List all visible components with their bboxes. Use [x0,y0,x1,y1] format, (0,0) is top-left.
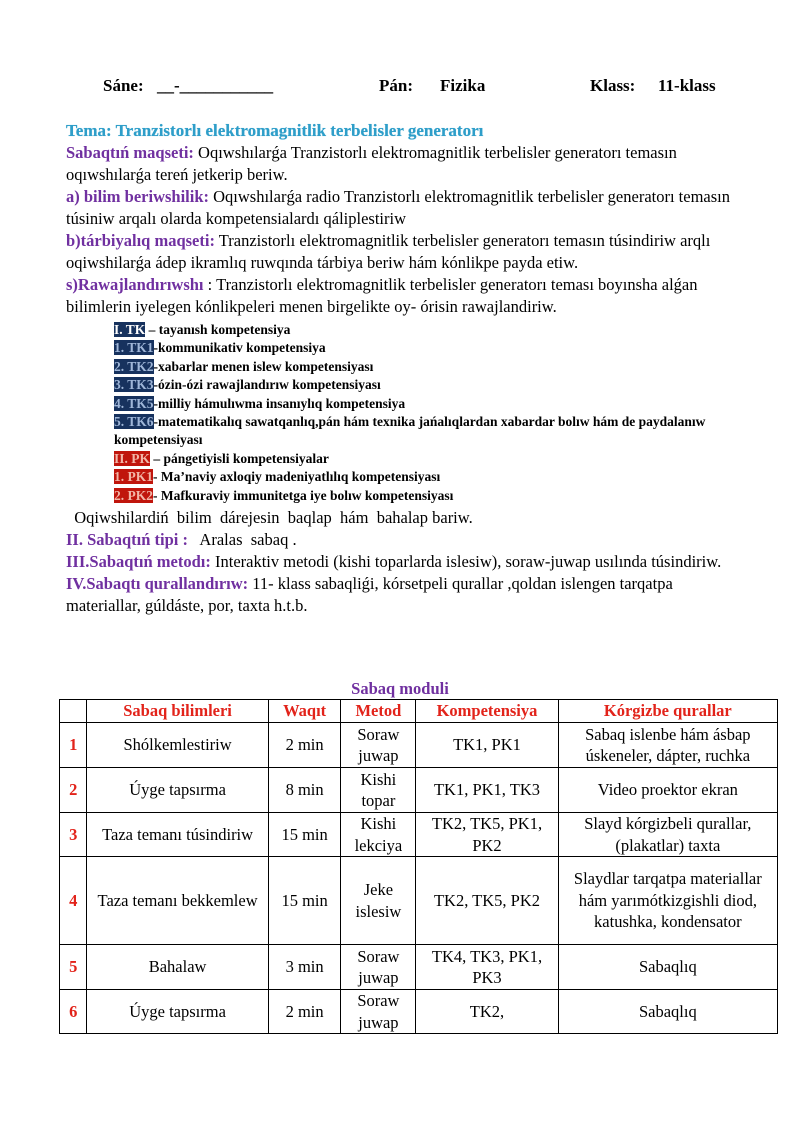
row-number: 1 [60,723,87,768]
table-cell: TK4, TK3, PK1, PK3 [416,945,558,990]
table-cell: Shólkemlestiriw [87,723,268,768]
table-cell: Sabaqlıq [558,990,777,1034]
lesson-topic: Tema: Tranzistorlı elektromagnitlik terbelisler generatorı [66,121,484,140]
competency-item [114,339,746,357]
assessment-line: Oqiwshilardiń bilim dárejesin baqlap hám bahalap bariw. [66,508,473,528]
table-cell: 15 min [268,857,341,945]
competency-pk-heading [114,450,746,468]
lesson-type-label: II. Sabaqtıń tipi : [66,530,188,550]
table-row [60,945,778,990]
date-value: __-___________ [157,76,274,95]
competency-text: – tayanısh kompetensiya [145,322,291,337]
header-cell: Kompetensiya [416,700,558,723]
table-cell: Bahalaw [87,945,268,990]
table-cell: Úyge tapsırma [87,768,268,813]
row-number: 6 [60,990,87,1034]
development-goal [66,274,746,318]
competency-code: 4. TK5 [114,395,154,411]
competency-item [114,395,746,413]
lesson-type-text: Aralas sabaq . [187,530,297,550]
lesson-type [66,529,746,551]
table-cell: TK2, TK5, PK2 [416,857,558,945]
table-cell: Sabaqlıq [558,945,777,990]
table-header-row [60,700,778,723]
competency-list [114,321,746,505]
equipment-text: 11- klass sabaqliǵi, kórsetpeli qurallar ,qoldan islengen tarqatpa materiallar, gúldáste, por, taxta h.t.b. [66,574,673,616]
competency-code: 5. TK6 [114,414,154,430]
lesson-module-table [59,699,778,1034]
competency-code: 1. TK1 [114,340,154,356]
competency-text: -milliy hámulıwma insanıylıq kompetensiya [153,395,406,411]
header-cell: Kórgizbe qurallar [558,700,777,723]
table-cell: Jeke islesiw [341,857,416,945]
module-title: Sabaq moduli [351,679,449,698]
competency-item [114,413,746,450]
lesson-goal [66,142,746,186]
competency-item [114,358,746,376]
row-number: 2 [60,768,87,813]
table-cell: Video proektor ekran [558,768,777,813]
subject-value: Fizika [440,76,486,95]
equipment-label: IV.Sabaqtı qurallandırıw: [66,574,249,594]
row-number: 4 [60,857,87,945]
header-cell [60,700,87,723]
table-row [60,723,778,768]
table-cell: TK1, PK1 [416,723,558,768]
table-cell: Sabaq islenbe hám ásbap úskeneler, dápter, ruchka [558,723,777,768]
class-label: Klass: [590,76,636,95]
method-label: III.Sabaqtıń metodı: [66,552,211,572]
competency-text: -xabarlar menen islew kompetensiyası [153,358,374,374]
table-cell: Soraw juwap [341,945,416,990]
table-cell: 15 min [268,813,341,857]
competency-item [114,468,746,486]
competency-code: I. TK [114,322,146,337]
table-cell: Soraw juwap [341,990,416,1034]
competency-code: 2. PK2 [114,487,153,503]
upbringing-text: Tranzistorlı elektromagnitlik terbelisler generatorı temasın túsindiriw arqlı oqiwshilarǵa ádep ikramlıq ruwqında tárbiya beriw hám kónlikpe payda etiw. [66,231,711,272]
header-cell: Waqıt [268,700,341,723]
competency-code: 2. TK2 [114,358,154,374]
lesson-equipment [66,573,746,617]
class-value: 11-klass [658,76,716,95]
table-row [60,990,778,1034]
table-cell: 2 min [268,723,341,768]
competency-text: - Ma’naviy axloqiy madeniyatlılıq kompetensiyası [153,469,441,485]
table-cell: Soraw juwap [341,723,416,768]
row-number: 5 [60,945,87,990]
table-cell: 3 min [268,945,341,990]
competency-item [114,487,746,505]
development-label: s)Rawajlandırıwshı [66,275,204,294]
table-cell: 2 min [268,990,341,1034]
development-text: : Tranzistorlı elektromagnitlik terbelisler generatorı teması boyınsha alǵan bilimlerin iyelegen kónlikpeleri menen birgelikte oy- órisin rawajlandiriw. [66,275,698,316]
table-cell: Slayd kórgizbeli qurallar, (plakatlar) taxta [558,813,777,857]
competency-tk-heading [114,321,746,339]
table-cell: Slaydlar tarqatpa materiallar hám yarımótkizgishli diod, katushka, kondensator [558,857,777,945]
subject-label: Pán: [379,76,413,95]
table-cell: TK2, TK5, PK1, PK2 [416,813,558,857]
educational-goal [66,186,746,230]
competency-text: -matematikalıq sawatqanlıq,pán hám texnika jańalıqlardan xabardar bolıw hám de paydalanıw kompetensiyası [114,414,706,448]
table-row [60,857,778,945]
competency-code: 3. TK3 [114,377,154,393]
table-row [60,813,778,857]
competency-code: II. PK [114,450,151,466]
table-cell: Taza temanı túsindiriw [87,813,268,857]
upbringing-goal [66,230,746,274]
table-cell: Úyge tapsırma [87,990,268,1034]
educational-text: Oqıwshılarǵa radio Tranzistorlı elektromagnitlik terbelisler generatorı temasın túsiniw arqalı olarda kompetensialardı qáliplestiriw [66,187,731,228]
educational-label: a) bilim beriwshilik: [66,187,210,206]
lesson-method [66,551,746,573]
table-cell: 8 min [268,768,341,813]
table-cell: Kishi topar [341,768,416,813]
header-row [0,76,800,100]
competency-code: 1. PK1 [114,469,153,485]
competency-text: - Mafkuraviy immunitetga iye bolıw kompetensiyası [153,487,454,503]
header-cell: Sabaq bilimleri [87,700,268,723]
table-row [60,768,778,813]
table-cell: TK1, PK1, TK3 [416,768,558,813]
competency-text: – pángetiyisli kompetensiyalar [150,450,329,466]
competency-text: -kommunikativ kompetensiya [153,340,326,356]
date-label: Sáne: [103,76,144,95]
competency-item [114,376,746,394]
lesson-content [66,120,746,617]
goal-text: Oqıwshılarǵa Tranzistorlı elektromagnitlik terbelisler generatorı temasın oqıwshılarǵa tereń jetkerip beriw. [66,143,677,184]
header-cell: Metod [341,700,416,723]
row-number: 3 [60,813,87,857]
upbringing-label: b)tárbiyalıq maqseti: [66,231,215,250]
table-cell: Kishi lekciya [341,813,416,857]
goal-label: Sabaqtıń maqseti: [66,143,194,162]
table-cell: Taza temanı bekkemlew [87,857,268,945]
competency-text: -ózin-ózi rawajlandırıw kompetensiyası [153,377,381,393]
table-cell: TK2, [416,990,558,1034]
method-text: Interaktiv metodi (kishi toparlarda islesiw), soraw-juwap usılında túsindiriw. [210,552,722,572]
